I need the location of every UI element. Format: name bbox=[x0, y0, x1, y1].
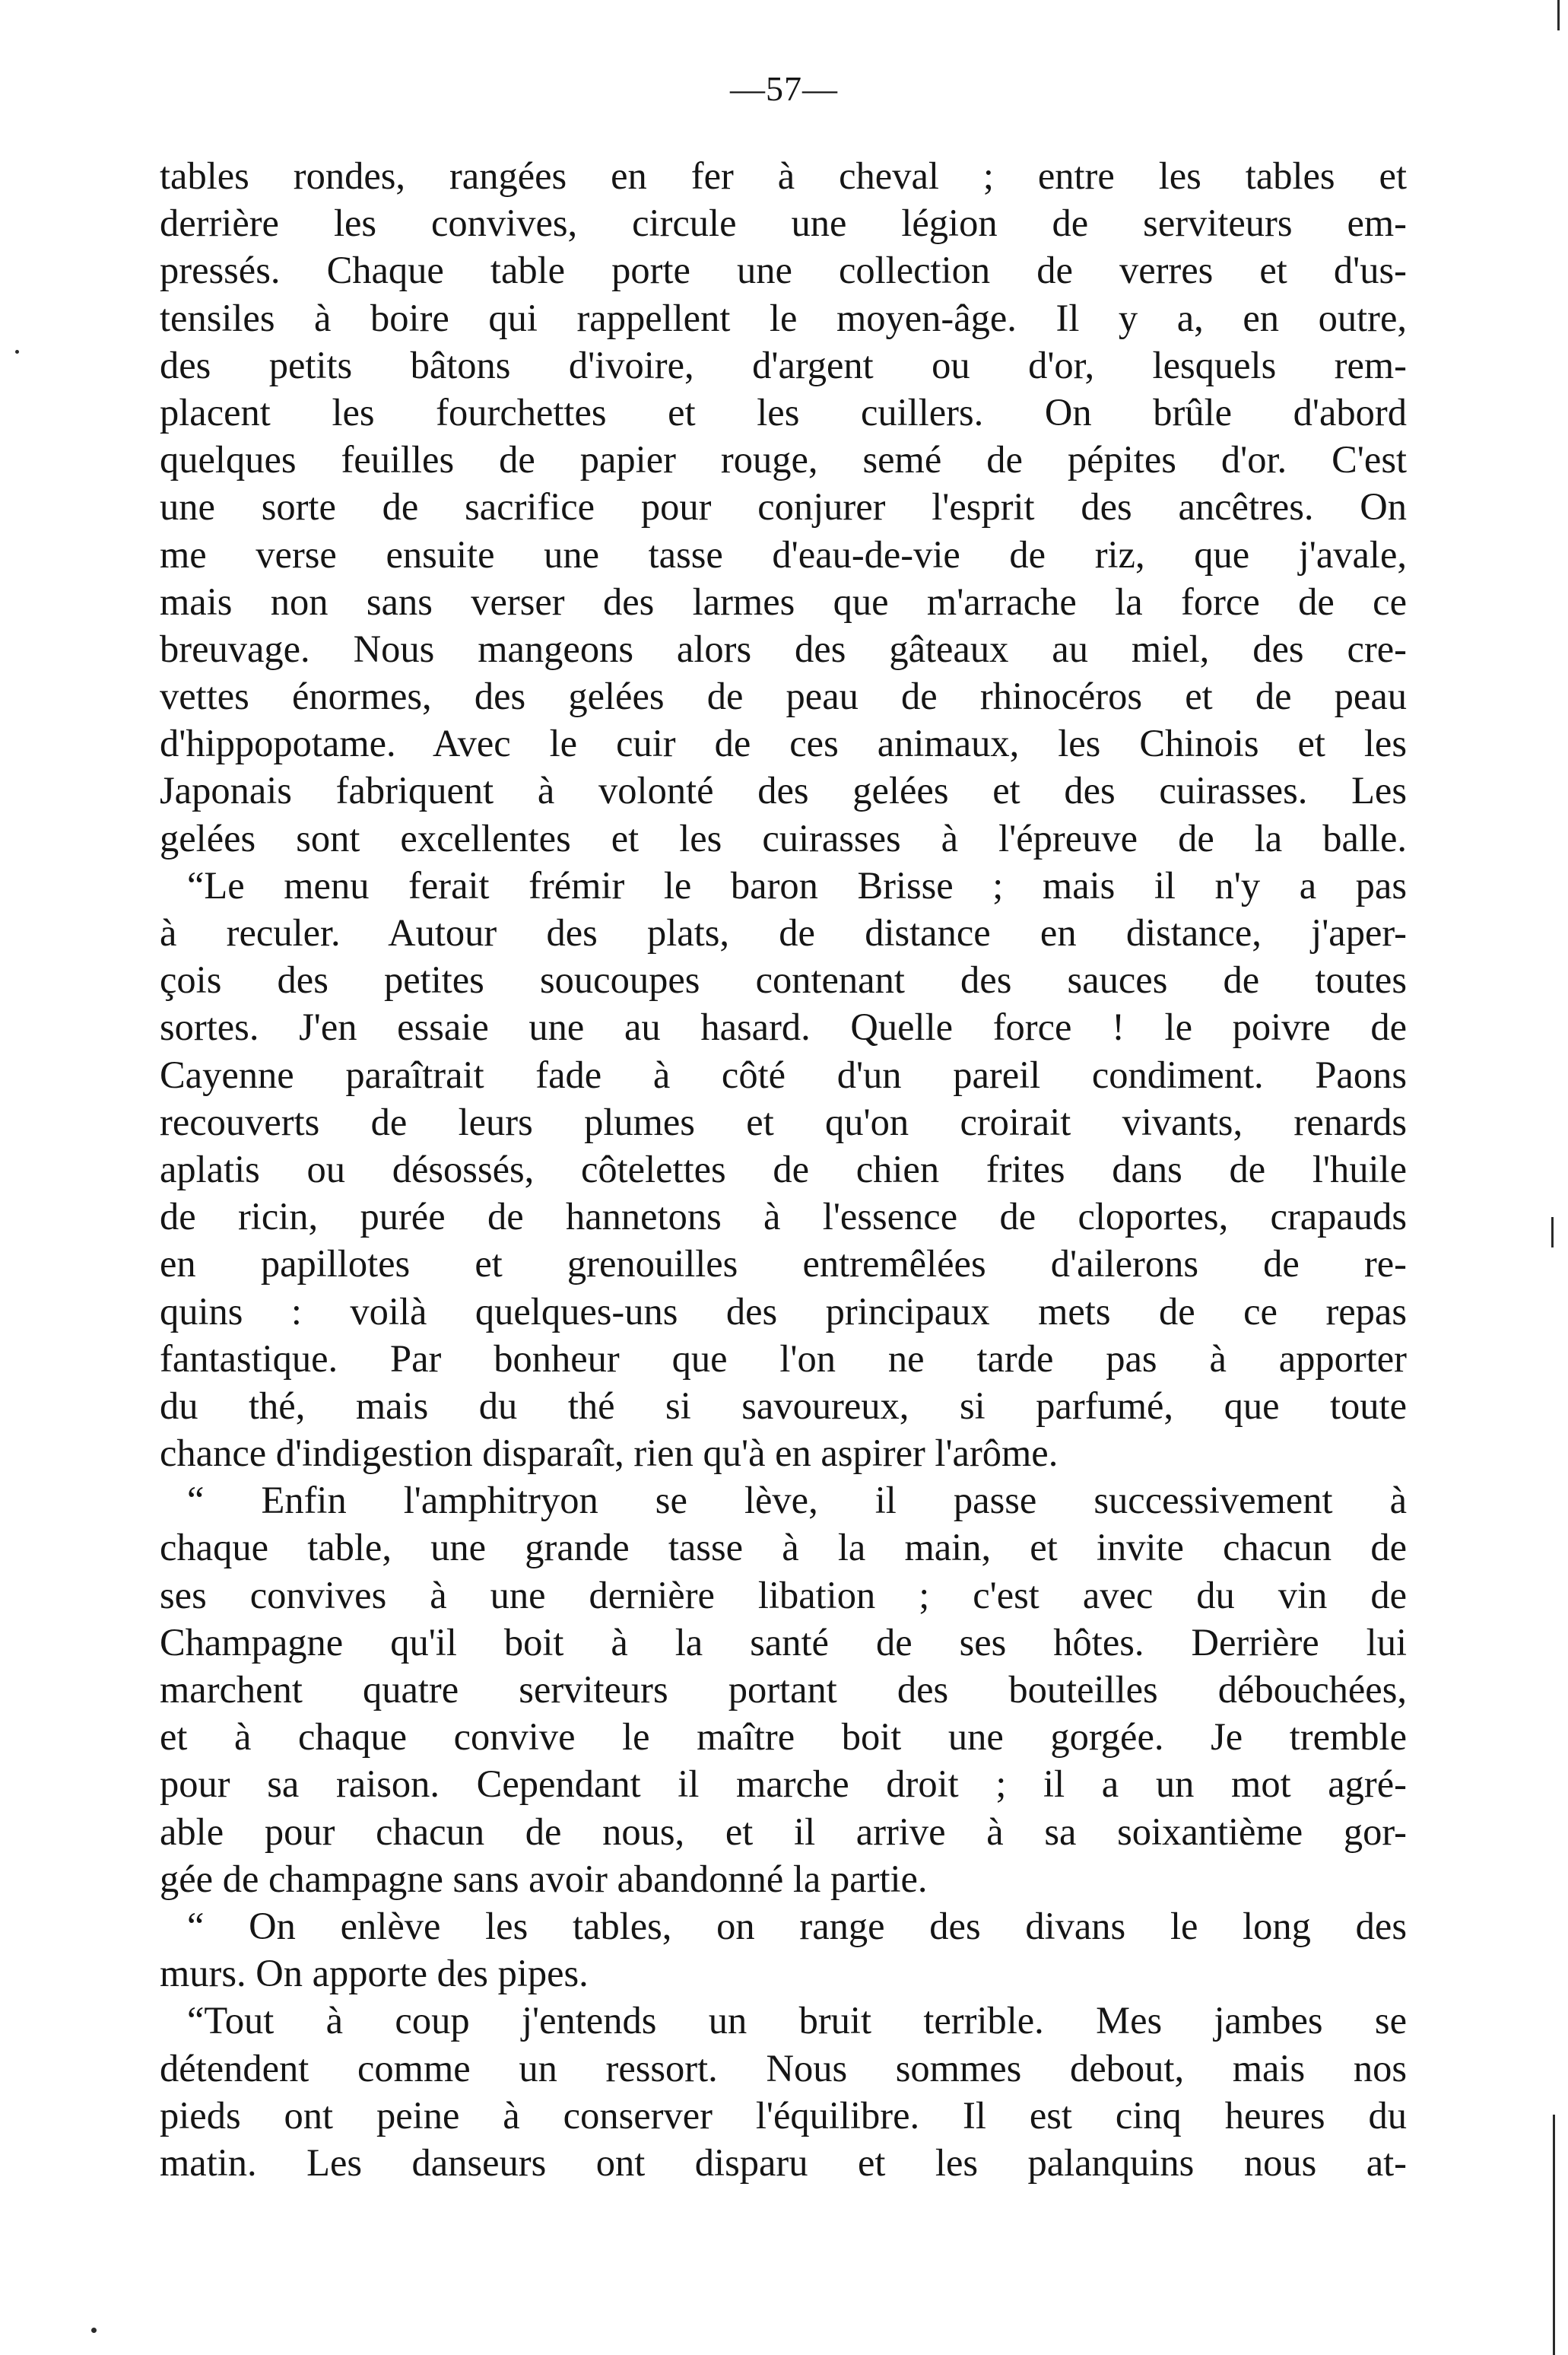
scan-edge-mark bbox=[1551, 1217, 1554, 1247]
text-line: chance d'indigestion disparaît, rien qu'à en aspirer l'arôme. bbox=[160, 1432, 1059, 1475]
text-line: gée de champagne sans avoir abandonné la partie. bbox=[160, 1857, 928, 1900]
text-line: Cayenne paraîtrait fade à côté d'un pareil condiment. Paons bbox=[160, 1053, 1407, 1096]
text-line: ses convives à une dernière libation ; c'est avec du vin de bbox=[160, 1573, 1407, 1616]
text-line: tables rondes, rangées en fer à cheval ; entre les tables et bbox=[160, 154, 1407, 197]
text-line: des petits bâtons d'ivoire, d'argent ou d'or, lesquels rem- bbox=[160, 343, 1407, 386]
text-line: “ Enfin l'amphitryon se lève, il passe successivement à bbox=[187, 1479, 1407, 1522]
text-line: sortes. J'en essaie une au hasard. Quelle force ! le poivre de bbox=[160, 1006, 1407, 1049]
text-line: détendent comme un ressort. Nous sommes debout, mais nos bbox=[160, 2046, 1407, 2090]
text-line: matin. Les danseurs ont disparu et les palanquins nous at- bbox=[160, 2140, 1407, 2184]
text-line: d'hippopotame. Avec le cuir de ces animaux, les Chinois et les bbox=[160, 722, 1407, 765]
text-line: “Tout à coup j'entends un bruit terrible. Mes jambes se bbox=[187, 1999, 1407, 2042]
text-line: quelques feuilles de papier rouge, semé de pépites d'or. C'est bbox=[160, 438, 1407, 481]
text-line: une sorte de sacrifice pour conjurer l'esprit des ancêtres. On bbox=[160, 485, 1407, 529]
text-line: tensiles à boire qui rappellent le moyen-âge. Il y a, en outre, bbox=[160, 296, 1407, 339]
scan-edge-mark bbox=[1553, 2115, 1555, 2355]
scan-dot bbox=[15, 350, 19, 354]
text-line: quins : voilà quelques-uns des principaux mets de ce repas bbox=[160, 1289, 1407, 1333]
text-line: du thé, mais du thé si savoureux, si parfumé, que toute bbox=[160, 1384, 1407, 1427]
text-line: “Le menu ferait frémir le baron Brisse ; mais il n'y a pas bbox=[187, 863, 1407, 907]
text-line: marchent quatre serviteurs portant des bouteilles débouchées, bbox=[160, 1668, 1407, 1711]
text-line: able pour chacun de nous, et il arrive à sa soixantième gor- bbox=[160, 1810, 1407, 1853]
text-line: pour sa raison. Cependant il marche droit ; il a un mot agré- bbox=[160, 1762, 1407, 1806]
text-line: Japonais fabriquent à volonté des gelées et des cuirasses. Les bbox=[160, 769, 1407, 812]
text-line: derrière les convives, circule une légion de serviteurs em- bbox=[160, 202, 1407, 245]
scan-edge-mark bbox=[1557, 0, 1560, 30]
text-line: à reculer. Autour des plats, de distance en distance, j'aper- bbox=[160, 911, 1407, 954]
text-line: placent les fourchettes et les cuillers. On brûle d'abord bbox=[160, 390, 1407, 434]
text-line: çois des petites soucoupes contenant des sauces de toutes bbox=[160, 958, 1407, 1002]
text-line: breuvage. Nous mangeons alors des gâteaux au miel, des cre- bbox=[160, 627, 1407, 670]
text-line: me verse ensuite une tasse d'eau-de-vie de riz, que j'avale, bbox=[160, 532, 1407, 576]
text-line: et à chaque convive le maître boit une gorgée. Je tremble bbox=[160, 1715, 1407, 1759]
text-line: en papillotes et grenouilles entremêlées d'ailerons de re- bbox=[160, 1242, 1407, 1286]
scan-dot bbox=[91, 2328, 97, 2333]
text-line: gelées sont excellentes et les cuirasses à l'épreuve de la balle. bbox=[160, 816, 1407, 860]
text-line: de ricin, purée de hannetons à l'essence de cloportes, crapauds bbox=[160, 1195, 1407, 1238]
text-line: Champagne qu'il boit à la santé de ses hôtes. Derrière lui bbox=[160, 1620, 1407, 1664]
text-line: mais non sans verser des larmes que m'arrache la force de ce bbox=[160, 580, 1407, 623]
text-line: recouverts de leurs plumes et qu'on croirait vivants, renards bbox=[160, 1100, 1407, 1143]
text-line: aplatis ou désossés, côtelettes de chien frites dans de l'huile bbox=[160, 1147, 1407, 1190]
page-number: —57— bbox=[730, 69, 838, 108]
text-line: chaque table, une grande tasse à la main, et invite chacun de bbox=[160, 1526, 1407, 1569]
text-line: pieds ont peine à conserver l'équilibre. Il est cinq heures du bbox=[160, 2093, 1407, 2137]
text-line: “ On enlève les tables, on range des divans le long des bbox=[187, 1904, 1407, 1947]
body-text bbox=[160, 152, 1407, 2186]
text-line: vettes énormes, des gelées de peau de rhinocéros et de peau bbox=[160, 675, 1407, 718]
text-line: pressés. Chaque table porte une collection de verres et d'us- bbox=[160, 249, 1407, 292]
text-line: murs. On apporte des pipes. bbox=[160, 1952, 589, 1995]
text-line: fantastique. Par bonheur que l'on ne tarde pas à apporter bbox=[160, 1336, 1407, 1380]
